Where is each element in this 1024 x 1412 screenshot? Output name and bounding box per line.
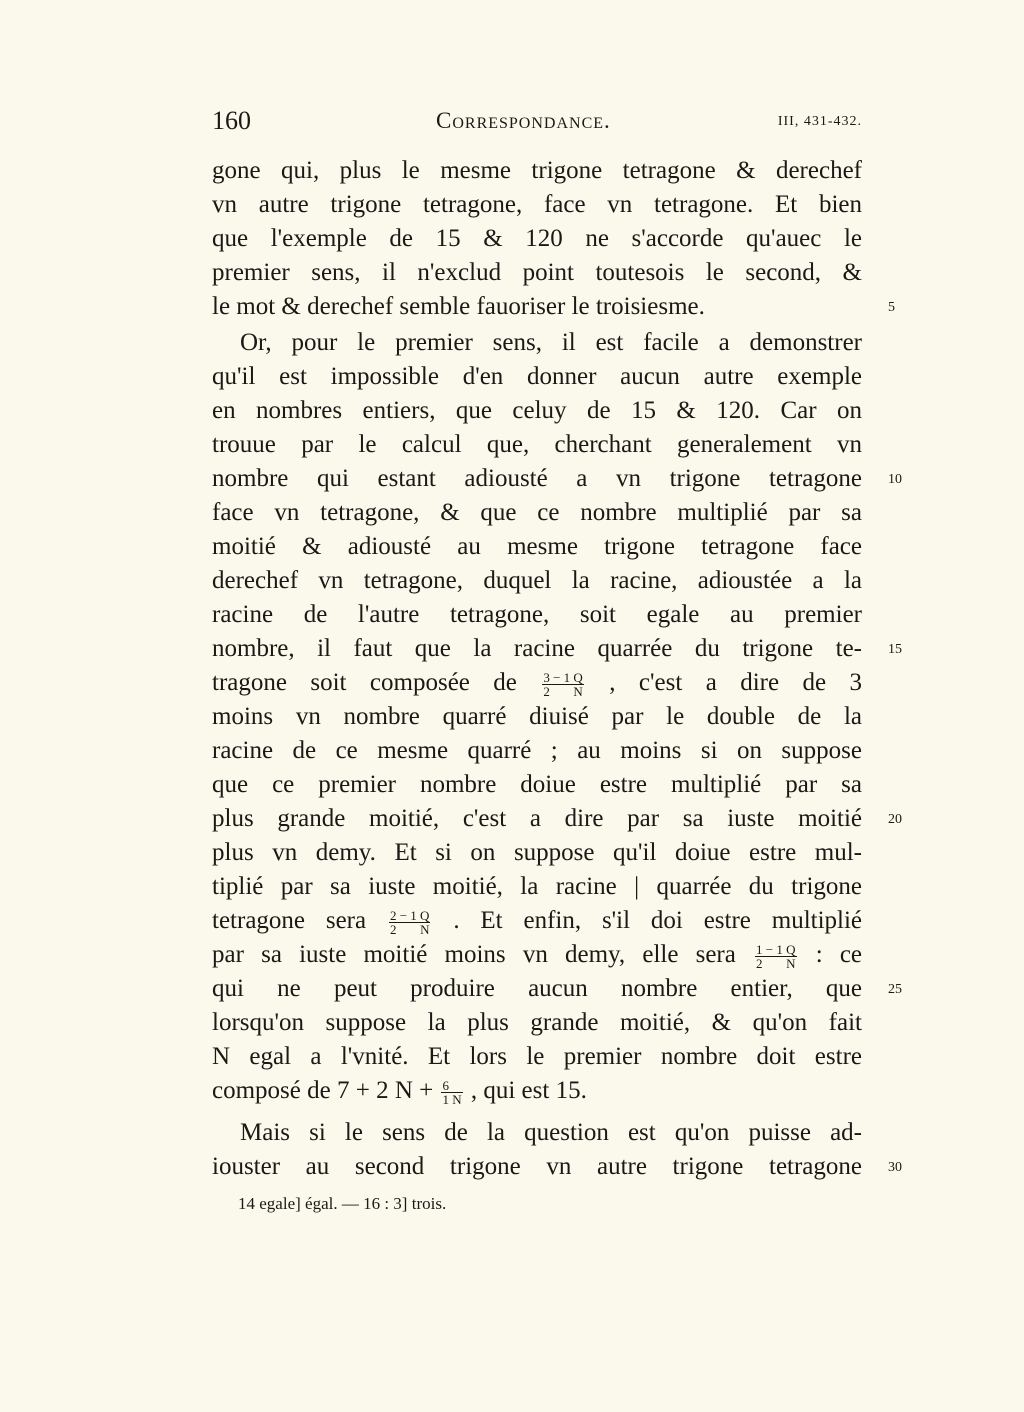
text-line: nombre qui estant adiousté a vn trigone tetragone: [212, 465, 862, 492]
text-line: tiplié par sa iuste moitié, la racine | quarrée du trigone: [212, 873, 862, 900]
text-line: que ce premier nombre doiue estre multiplié par sa: [212, 771, 862, 798]
text-line: racine de ce mesme quarré ; au moins si on suppose: [212, 737, 862, 764]
text-segment: . Et enfin, s'il doi estre multiplié: [453, 907, 863, 934]
fraction-denominator: 1 N: [442, 1091, 462, 1107]
text-line: iouster au second trigone vn autre trigone tetragone: [212, 1153, 862, 1180]
fraction-numerator: 1 − 1 Q: [756, 941, 796, 957]
fraction: [542, 671, 583, 698]
text-segment: composé de 7 + 2 N +: [212, 1077, 434, 1104]
text-line: en nombres entiers, que celuy de 15 & 120. Car on: [212, 397, 862, 424]
text-segment: , qui est 15.: [470, 1077, 587, 1104]
text-line: qu'il est impossible d'en donner aucun autre exemple: [212, 363, 862, 390]
line-number: 20: [888, 812, 902, 827]
text-line-with-fraction: [212, 1074, 862, 1108]
text-line: lorsqu'on suppose la plus grande moitié, & qu'on fait: [212, 1009, 862, 1036]
text-line: trouue par le calcul que, cherchant generalement vn: [212, 431, 862, 458]
fraction-numerator: 3 − 1 Q: [543, 669, 583, 685]
text-line-with-fraction: [212, 666, 862, 700]
text-line: nombre, il faut que la racine quarrée du trigone te-: [212, 635, 862, 662]
text-line-with-fraction: [212, 904, 862, 938]
text-line: gone qui, plus le mesme trigone tetragone & derechef: [212, 157, 862, 184]
line-number: 25: [888, 982, 902, 997]
fraction-denominator: 2 N: [756, 955, 796, 971]
text-line: premier sens, il n'exclud point toutesois le second, &: [212, 259, 862, 286]
text-line: moitié & adiousté au mesme trigone tetragone face: [212, 533, 862, 560]
text-segment: : ce: [815, 941, 863, 968]
page-header: [212, 106, 862, 142]
text-line: plus vn demy. Et si on suppose qu'il doiue estre mul-: [212, 839, 862, 866]
text-segment: par sa iuste moitié moins vn demy, elle sera: [212, 941, 736, 968]
text-segment: tragone soit composée de: [212, 669, 517, 696]
running-title: Correspondance.: [436, 108, 611, 133]
text-segment: tetragone sera: [212, 907, 367, 934]
text-line-with-fraction: [212, 938, 862, 972]
text-line: plus grande moitié, c'est a dire par sa iuste moitié: [212, 805, 862, 832]
text-line: moins vn nombre quarré diuisé par le double de la: [212, 703, 862, 730]
text-segment: , c'est a dire de 3: [609, 669, 863, 696]
fraction-denominator: 2 N: [389, 921, 430, 937]
page-number: 160: [212, 106, 251, 135]
text-line: racine de l'autre tetragone, soit egale au premier: [212, 601, 862, 628]
text-line: vn autre trigone tetragone, face vn tetragone. Et bien: [212, 191, 862, 218]
fraction-denominator: 2 N: [543, 683, 583, 699]
fraction: [441, 1079, 462, 1106]
text-line: face vn tetragone, & que ce nombre multiplié par sa: [212, 499, 862, 526]
text-line: N egal a l'vnité. Et lors le premier nombre doit estre: [212, 1043, 862, 1070]
text-line: Mais si le sens de la question est qu'on puisse ad-: [240, 1119, 862, 1146]
fraction: [755, 943, 796, 970]
text-line: qui ne peut produire aucun nombre entier, que: [212, 975, 862, 1002]
text-line: derechef vn tetragone, duquel la racine, adioustée a la: [212, 567, 862, 594]
text-line: que l'exemple de 15 & 120 ne s'accorde qu'auec le: [212, 225, 862, 252]
page-reference: III, 431-432.: [777, 114, 862, 129]
text-line: le mot & derechef semble fauoriser le troisiesme.: [212, 293, 705, 320]
line-number: 15: [888, 642, 902, 657]
footnote: 14 egale] égal. — 16 : 3] trois.: [238, 1194, 447, 1213]
text-line: Or, pour le premier sens, il est facile a demonstrer: [240, 329, 862, 356]
fraction-numerator: 2 − 1 Q: [389, 907, 430, 923]
line-number: 5: [888, 300, 895, 315]
fraction: [389, 909, 430, 936]
line-number: 10: [888, 472, 902, 487]
line-number: 30: [888, 1160, 902, 1175]
fraction-numerator: 6: [441, 1079, 462, 1093]
